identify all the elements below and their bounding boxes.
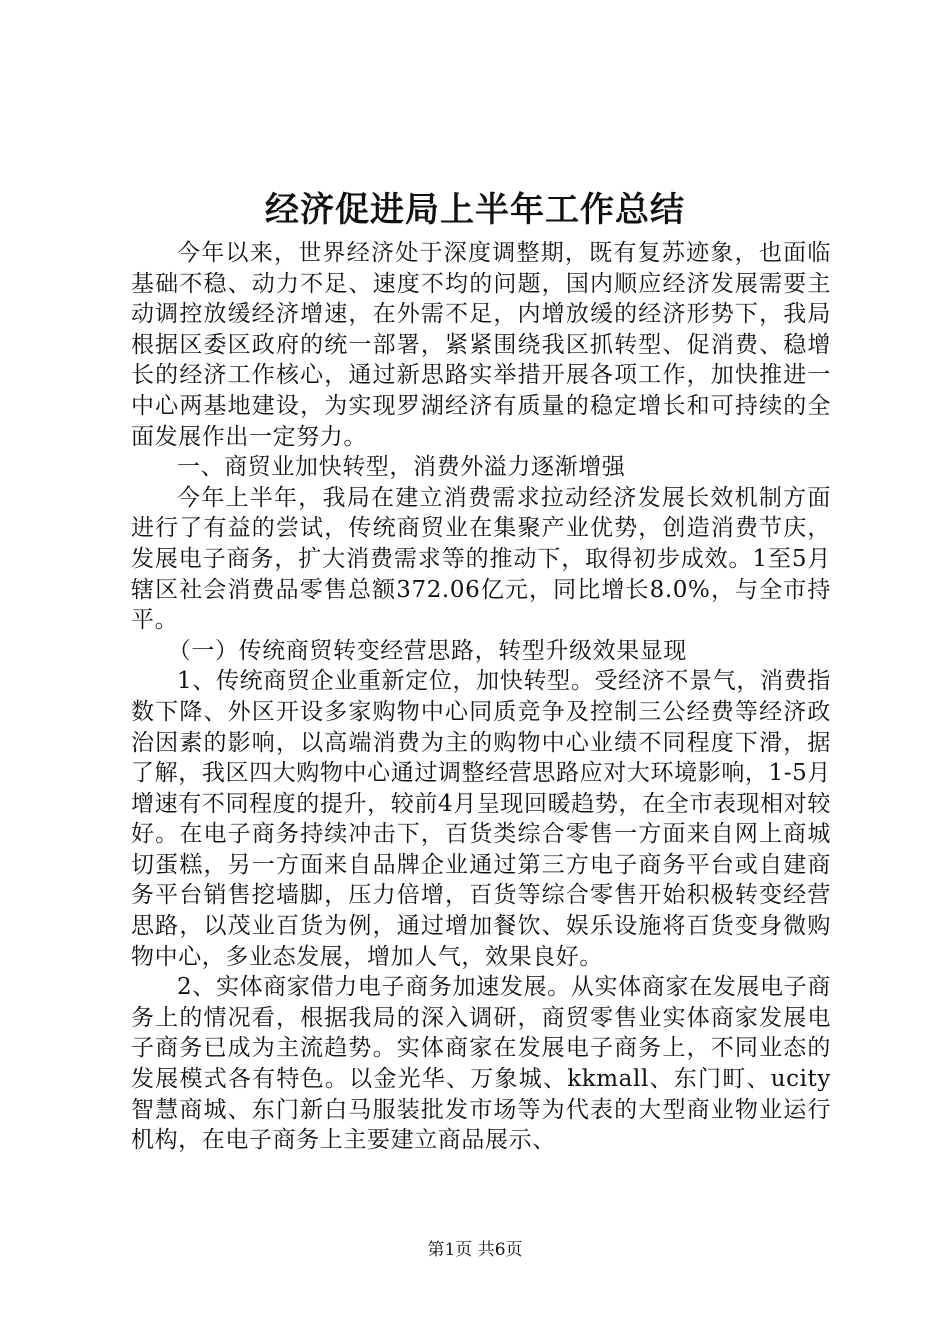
subsection-heading-1: （一）传统商贸转变经营思路，转型升级效果显现: [167, 637, 687, 664]
paragraph-intro: 今年以来，世界经济处于深度调整期，既有复苏迹象，也面临基础不稳、动力不足、速度不均的问题，国内顺应经济发展需要主动调控放缓经济增速，在外需不足，内增放缓的经济形势下，我局根据区委区政府的统一部署，紧紧围绕我区抓转型、促消费、稳增长的经济工作核心，通过新思路实举措开展各项工作，加快推进一中心两基地建设，为实现罗湖经济有质量的稳定增长和可持续的全面发展作出一定努力。: [131, 240, 831, 450]
section-heading-1: 一、商贸业加快转型，消费外溢力逐渐增强: [177, 454, 626, 481]
document-body: [131, 238, 831, 1156]
paragraph-item-2: 2、实体商家借力电子商务加速发展。从实体商家在发展电子商务上的情况看，根据我局的深入调研，商贸零售业实体商家发展电子商务已成为主流趋势。实体商家在发展电子商务上，不同业态的发展模式各有特色。以金光华、万象城、kkmall、东门町、ucity智慧商城、东门新白马服装批发市场等为代表的大型商业物业运行机构，在电子商务上主要建立商品展示、: [131, 974, 831, 1154]
page-footer: 第1页 共6页: [427, 1240, 523, 1260]
paragraph-item-1: 1、传统商贸企业重新定位，加快转型。受经济不景气，消费指数下降、外区开设多家购物中心同质竞争及控制三公经费等经济政治因素的影响，以高端消费为主的购物中心业绩不同程度下滑，据了解，我区四大购物中心通过调整经营思路应对大环境影响，1-5月增速有不同程度的提升，较前4月呈现回暖趋势，在全市表现相对较好。在电子商务持续冲击下，百货类综合零售一方面来自网上商城切蛋糕，另一方面来自品牌企业通过第三方电子商务平台或自建商务平台销售挖墙脚，压力倍增，百货等综合零售开始积极转变经营思路，以茂业百货为例，通过增加餐饮、娱乐设施将百货变身微购物中心，多业态发展，增加人气，效果良好。: [131, 668, 831, 970]
document-title: 经济促进局上半年工作总结: [265, 190, 685, 230]
paragraph-section-1: 今年上半年，我局在建立消费需求拉动经济发展长效机制方面进行了有益的尝试，传统商贸业在集聚产业优势，创造消费节庆，发展电子商务，扩大消费需求等的推动下，取得初步成效。1至5月辖区社会消费品零售总额372.06亿元，同比增长8.0%，与全市持平。: [131, 484, 831, 634]
